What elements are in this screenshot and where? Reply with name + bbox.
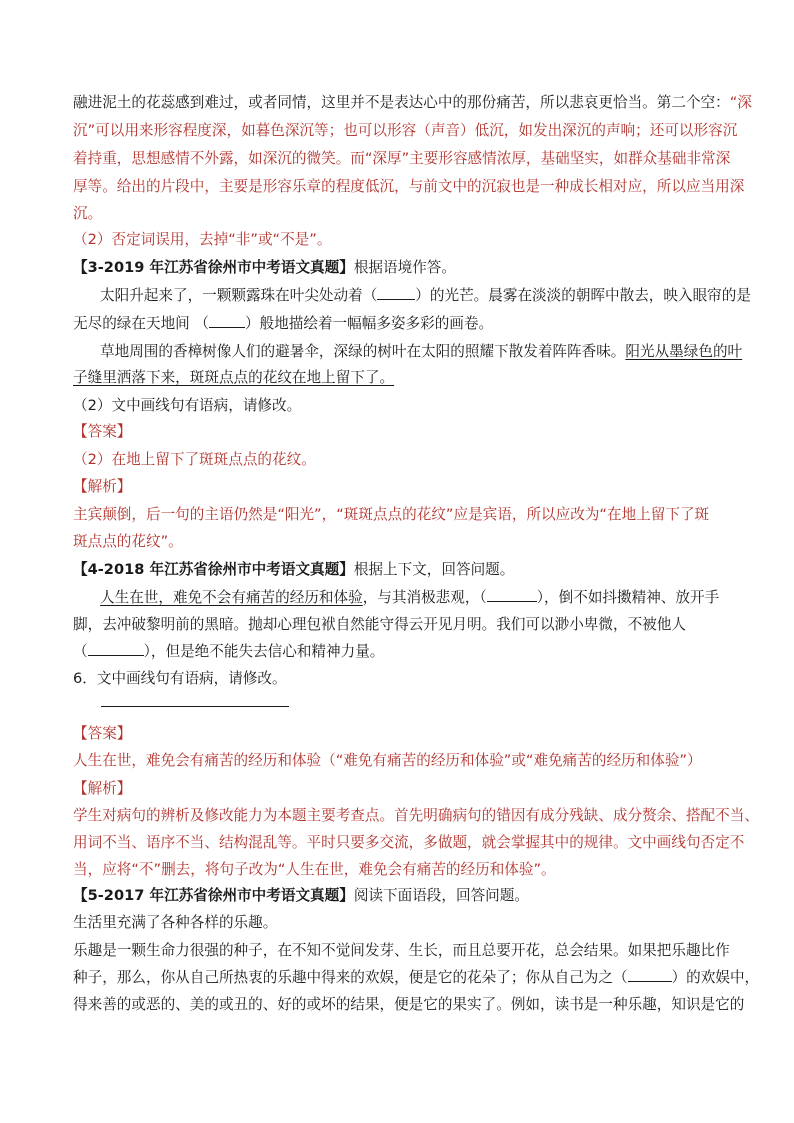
text-run: ）的光芒。晨雾在淡淡的朝晖中散去，映入眼帘的是 <box>415 287 751 304</box>
passage-line <box>73 968 759 988</box>
question-text: 6．文中画线句有语病，请修改。 <box>73 670 287 687</box>
question-heading <box>73 886 529 906</box>
analysis-line: 当，应将“不”删去，将句子改为“人生在世，难免会有痛苦的经历和体验”。 <box>73 861 556 878</box>
analysis-line: 学生对病句的辨析及修改能力为本题主要考查点。首先明确病句的错因有成分残缺、成分赘余、搭配不当、 <box>73 807 759 824</box>
answer-line: （2）否定词误用，去掉“非”或“不是”。 <box>73 231 332 248</box>
fill-blank <box>88 642 144 656</box>
text-run: 无尽的绿在天地间 （ <box>73 315 209 332</box>
passage-line: 生活里充满了各种各样的乐趣。 <box>73 914 278 931</box>
analysis-label: 【解析】 <box>73 478 132 495</box>
analysis-line <box>73 93 752 113</box>
fill-blank <box>487 588 537 602</box>
text-run: “深 <box>729 94 752 111</box>
text-run: 种子，那么，你从自己所热衷的乐趣中得来的欢娱，便是它的花朵了；你从自己为之（ <box>73 969 628 986</box>
passage-line <box>100 286 751 306</box>
passage-line <box>100 342 742 362</box>
question-heading <box>73 560 514 580</box>
passage-line <box>73 314 493 334</box>
text-run: ，与其消极悲观，（ <box>362 589 487 606</box>
question-text: （2）文中画线句有语病，请修改。 <box>73 397 302 414</box>
answer-text: （2）在地上留下了斑斑点点的花纹。 <box>73 451 316 468</box>
text-run: （ <box>73 643 88 660</box>
question-heading <box>73 258 456 278</box>
answer-label: 【答案】 <box>73 423 132 440</box>
analysis-line: 厚等。给出的片段中，主要是形容乐章的程度低沉，与前文中的沉寂也是一种成长相对应，所以应当用深 <box>73 178 745 195</box>
text-run: ），但是绝不能失去信心和精神力量。 <box>143 643 385 660</box>
question-prompt: 根据上下文，回答问题。 <box>353 561 515 578</box>
fill-blank <box>377 286 415 300</box>
underlined-sentence: 阳光从墨绿色的叶 <box>625 343 743 360</box>
fill-blank <box>628 968 672 982</box>
answer-text: 人生在世，难免会有痛苦的经历和体验（“难免有痛苦的经历和体验”或“难免痛苦的经历和体验”） <box>73 752 702 769</box>
analysis-label: 【解析】 <box>73 780 132 797</box>
text-run: 融进泥土的花蕊感到难过，或者同情，这里并不是表达心中的那份痛苦，所以悲哀更恰当。第二个空： <box>73 94 730 111</box>
analysis-line: 沉”可以用来形容程度深，如暮色深沉等；也可以形容（声音）低沉，如发出深沉的声响；还可以形容沉 <box>73 122 738 139</box>
text-run: 草地周围的香樟树像人们的避暑伞，深绿的树叶在太阳的照耀下散发着阵阵香味。 <box>100 343 626 360</box>
analysis-line: 斑点点的花纹”。 <box>73 533 183 550</box>
passage-line <box>100 588 719 608</box>
underlined-sentence: 子缝里洒落下来，斑斑点点的花纹在地上留下了。 <box>73 369 395 386</box>
text-run: ）的欢娱中， <box>671 969 760 986</box>
question-source: 【3-2019 年江苏省徐州市中考语文真题】 <box>73 259 354 276</box>
passage-line: 脚，去冲破黎明前的黑暗。抛却心理包袱自然能守得云开见月明。我们可以渺小卑微，不被他人 <box>73 616 686 633</box>
question-source: 【4-2018 年江苏省徐州市中考语文真题】 <box>73 561 354 578</box>
passage-line <box>73 642 384 662</box>
text-run: ）般地描绘着一幅幅多姿多彩的画卷。 <box>244 315 494 332</box>
underlined-sentence: 人生在世，难免不会有痛苦的经历和体验 <box>100 589 363 606</box>
analysis-line: 着持重，思想感情不外露，如深沉的微笑。而“深厚”主要形容感情浓厚，基础坚实，如群众基础非常深 <box>73 150 731 167</box>
passage-line: 乐趣是一颗生命力很强的种子，在不知不觉间发芽、生长，而且总要开花，总会结果。如果把乐趣比作 <box>73 942 730 959</box>
text-run: 太阳升起来了，一颗颗露珠在叶尖处动着（ <box>100 287 378 304</box>
question-prompt: 阅读下面语段，回答问题。 <box>353 887 529 904</box>
answer-label: 【答案】 <box>73 725 132 742</box>
question-prompt: 根据语境作答。 <box>353 259 456 276</box>
passage-line: 得来善的或恶的、美的或丑的、好的或坏的结果，便是它的果实了。例如，读书是一种乐趣，知识是它的 <box>73 996 745 1013</box>
analysis-line: 主宾颠倒，后一句的主语仍然是“阳光”，“斑斑点点的花纹”应是宾语，所以应改为“在地上留下了斑 <box>73 506 710 523</box>
passage-line <box>73 368 394 388</box>
analysis-line: 沉。 <box>73 205 103 222</box>
text-run: ），倒不如抖擞精神、放开手 <box>536 589 720 606</box>
analysis-line: 用词不当、语序不当、结构混乱等。平时只要多交流，多做题，就会掌握其中的规律。文中画线句否定不 <box>73 834 745 851</box>
question-source: 【5-2017 年江苏省徐州市中考语文真题】 <box>73 887 354 904</box>
fill-blank <box>209 314 245 328</box>
answer-writing-line <box>101 706 289 707</box>
